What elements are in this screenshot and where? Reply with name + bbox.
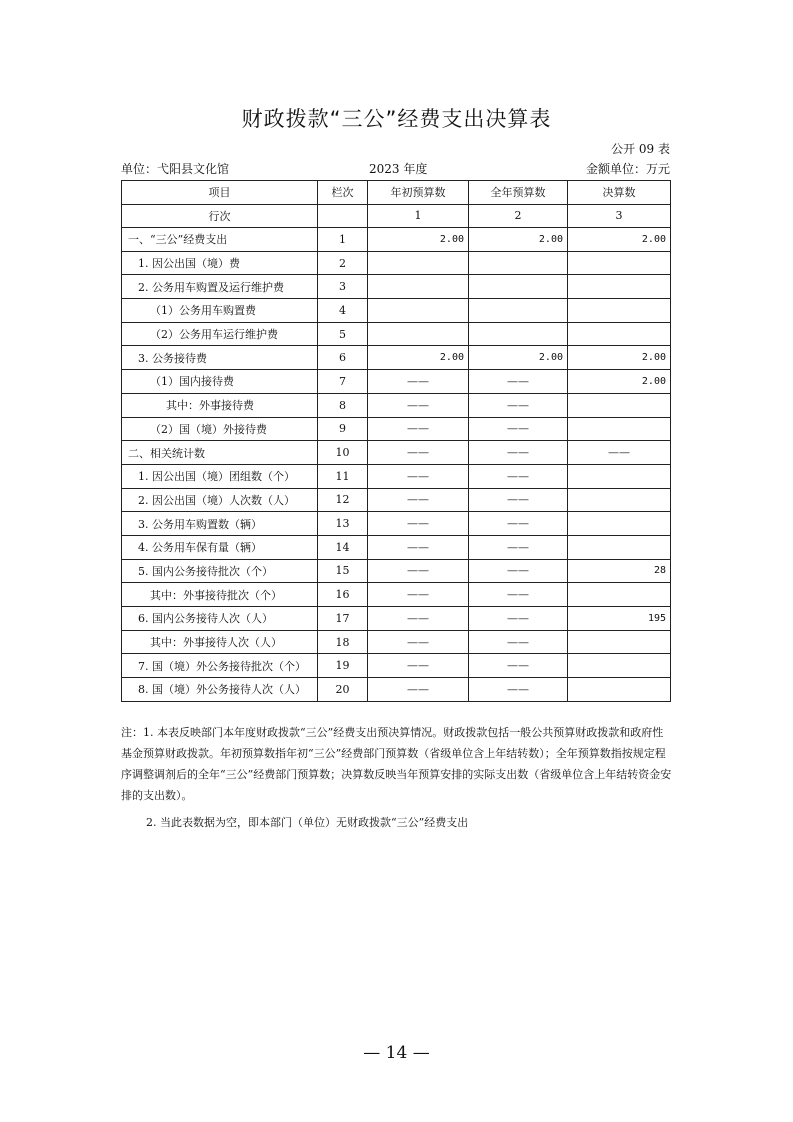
row-full-year-budget: ——	[469, 417, 568, 441]
table-row	[122, 299, 671, 323]
row-initial-budget	[368, 275, 469, 299]
row-item: 1. 因公出国（境）团组数（个）	[122, 464, 318, 488]
row-full-year-budget: ——	[469, 678, 568, 702]
row-item: （1）国内接待费	[122, 370, 318, 394]
row-item: 3. 公务接待费	[122, 346, 318, 370]
row-lanci: 2	[318, 251, 368, 275]
table-row	[122, 607, 671, 631]
row-item: 3. 公务用车购置数（辆）	[122, 512, 318, 536]
row-lanci: 5	[318, 322, 368, 346]
header-final-accounts: 决算数	[568, 181, 671, 205]
row-final-accounts	[568, 583, 671, 607]
index-col-1: 1	[368, 204, 469, 228]
row-lanci: 20	[318, 678, 368, 702]
row-final-accounts	[568, 299, 671, 323]
table-row	[122, 559, 671, 583]
row-initial-budget: 2.00	[368, 346, 469, 370]
row-item: 其中：外事接待人次（人）	[122, 630, 318, 654]
row-final-accounts	[568, 630, 671, 654]
index-label: 行次	[122, 204, 318, 228]
row-initial-budget: ——	[368, 535, 469, 559]
row-initial-budget: ——	[368, 654, 469, 678]
row-lanci: 16	[318, 583, 368, 607]
row-final-accounts	[568, 654, 671, 678]
unit-label: 单位：弋阳县文化馆	[121, 162, 230, 176]
row-lanci: 3	[318, 275, 368, 299]
row-lanci: 9	[318, 417, 368, 441]
row-lanci: 7	[318, 370, 368, 394]
year-label: 2023 年度	[369, 162, 428, 176]
row-initial-budget	[368, 322, 469, 346]
table-row	[122, 251, 671, 275]
header-item: 项目	[122, 181, 318, 205]
row-initial-budget: ——	[368, 607, 469, 631]
row-lanci: 8	[318, 393, 368, 417]
row-full-year-budget: ——	[469, 370, 568, 394]
page-number: — 14 —	[363, 1043, 430, 1063]
row-initial-budget: ——	[368, 393, 469, 417]
row-item: 一、“三公”经费支出	[122, 228, 318, 252]
row-final-accounts	[568, 464, 671, 488]
row-final-accounts: 2.00	[568, 370, 671, 394]
row-full-year-budget	[469, 275, 568, 299]
header-row	[122, 181, 671, 205]
row-final-accounts	[568, 535, 671, 559]
row-lanci: 6	[318, 346, 368, 370]
header-initial-budget: 年初预算数	[368, 181, 469, 205]
row-item: 2. 因公出国（境）人次数（人）	[122, 488, 318, 512]
index-lanci	[318, 204, 368, 228]
row-initial-budget: 2.00	[368, 228, 469, 252]
row-final-accounts: ——	[568, 441, 671, 465]
row-initial-budget: ——	[368, 441, 469, 465]
row-full-year-budget	[469, 299, 568, 323]
table-row	[122, 346, 671, 370]
row-item: 二、相关统计数	[122, 441, 318, 465]
row-item: 7. 国（境）外公务接待批次（个）	[122, 654, 318, 678]
row-final-accounts	[568, 393, 671, 417]
row-full-year-budget: ——	[469, 393, 568, 417]
row-item: 1. 因公出国（境）费	[122, 251, 318, 275]
index-col-2: 2	[469, 204, 568, 228]
row-lanci: 13	[318, 512, 368, 536]
row-initial-budget	[368, 299, 469, 323]
row-lanci: 17	[318, 607, 368, 631]
row-lanci: 14	[318, 535, 368, 559]
row-full-year-budget: ——	[469, 559, 568, 583]
row-item: （2）公务用车运行维护费	[122, 322, 318, 346]
row-full-year-budget: ——	[469, 441, 568, 465]
row-initial-budget	[368, 251, 469, 275]
row-full-year-budget: ——	[469, 488, 568, 512]
table-row	[122, 654, 671, 678]
row-item: 8. 国（境）外公务接待人次（人）	[122, 678, 318, 702]
row-lanci: 11	[318, 464, 368, 488]
form-number: 公开 09 表	[611, 142, 670, 156]
row-item: （2）国（境）外接待费	[122, 417, 318, 441]
row-item: 4. 公务用车保有量（辆）	[122, 535, 318, 559]
table-note-2: 2. 当此表数据为空，即本部门（单位）无财政拨款“三公”经费支出	[146, 816, 469, 829]
row-initial-budget: ——	[368, 559, 469, 583]
row-final-accounts: 2.00	[568, 228, 671, 252]
row-initial-budget: ——	[368, 417, 469, 441]
row-full-year-budget: 2.00	[469, 228, 568, 252]
row-item: 2. 公务用车购置及运行维护费	[122, 275, 318, 299]
index-col-3: 3	[568, 204, 671, 228]
row-initial-budget: ——	[368, 464, 469, 488]
amount-unit-label: 金额单位：万元	[585, 162, 670, 176]
row-item: 其中：外事接待批次（个）	[122, 583, 318, 607]
table-row	[122, 417, 671, 441]
row-final-accounts	[568, 512, 671, 536]
table-row	[122, 512, 671, 536]
header-full-year-budget: 全年预算数	[469, 181, 568, 205]
row-full-year-budget: ——	[469, 464, 568, 488]
table-row	[122, 322, 671, 346]
row-initial-budget: ——	[368, 630, 469, 654]
row-final-accounts	[568, 251, 671, 275]
table-row	[122, 464, 671, 488]
row-lanci: 12	[318, 488, 368, 512]
row-final-accounts: 195	[568, 607, 671, 631]
row-final-accounts	[568, 678, 671, 702]
row-full-year-budget: ——	[469, 512, 568, 536]
table-row	[122, 583, 671, 607]
table-row	[122, 630, 671, 654]
row-final-accounts	[568, 417, 671, 441]
row-full-year-budget: 2.00	[469, 346, 568, 370]
row-lanci: 15	[318, 559, 368, 583]
row-final-accounts: 2.00	[568, 346, 671, 370]
row-final-accounts	[568, 488, 671, 512]
table-row	[122, 228, 671, 252]
table-row	[122, 488, 671, 512]
row-full-year-budget	[469, 251, 568, 275]
index-row	[122, 204, 671, 228]
row-item: 6. 国内公务接待人次（人）	[122, 607, 318, 631]
row-item: 其中：外事接待费	[122, 393, 318, 417]
meta-row	[121, 160, 670, 178]
row-full-year-budget: ——	[469, 654, 568, 678]
table-row	[122, 441, 671, 465]
row-initial-budget: ——	[368, 488, 469, 512]
row-lanci: 18	[318, 630, 368, 654]
row-lanci: 1	[318, 228, 368, 252]
table-notes: 注：1. 本表反映部门本年度财政拨款“三公”经费支出预决算情况。财政拨款包括一般公共预算财政拨款和政府性基金预算财政拨款。年初预算数指年初“三公”经费部门预算数（省级单位含上年结转数）；全年预算数指按规定程序调整调剂后的全年“三公”经费部门预算数；决算数反映当年预算安排的实际支出数（省级单位含上年结转资金安排的支出数）。	[121, 726, 672, 802]
row-initial-budget: ——	[368, 678, 469, 702]
row-full-year-budget: ——	[469, 535, 568, 559]
row-full-year-budget	[469, 322, 568, 346]
row-initial-budget: ——	[368, 583, 469, 607]
table-row	[122, 275, 671, 299]
row-full-year-budget: ——	[469, 607, 568, 631]
row-lanci: 19	[318, 654, 368, 678]
row-lanci: 4	[318, 299, 368, 323]
table-row	[122, 393, 671, 417]
document-title: 财政拨款“三公”经费支出决算表	[241, 107, 552, 131]
row-final-accounts: 28	[568, 559, 671, 583]
row-final-accounts	[568, 275, 671, 299]
expenditure-table	[121, 180, 671, 702]
row-initial-budget: ——	[368, 370, 469, 394]
table-row	[122, 370, 671, 394]
table-row	[122, 535, 671, 559]
row-lanci: 10	[318, 441, 368, 465]
row-full-year-budget: ——	[469, 583, 568, 607]
table-row	[122, 678, 671, 702]
row-full-year-budget: ——	[469, 630, 568, 654]
header-lanci: 栏次	[318, 181, 368, 205]
row-initial-budget: ——	[368, 512, 469, 536]
row-item: 5. 国内公务接待批次（个）	[122, 559, 318, 583]
row-item: （1）公务用车购置费	[122, 299, 318, 323]
row-final-accounts	[568, 322, 671, 346]
